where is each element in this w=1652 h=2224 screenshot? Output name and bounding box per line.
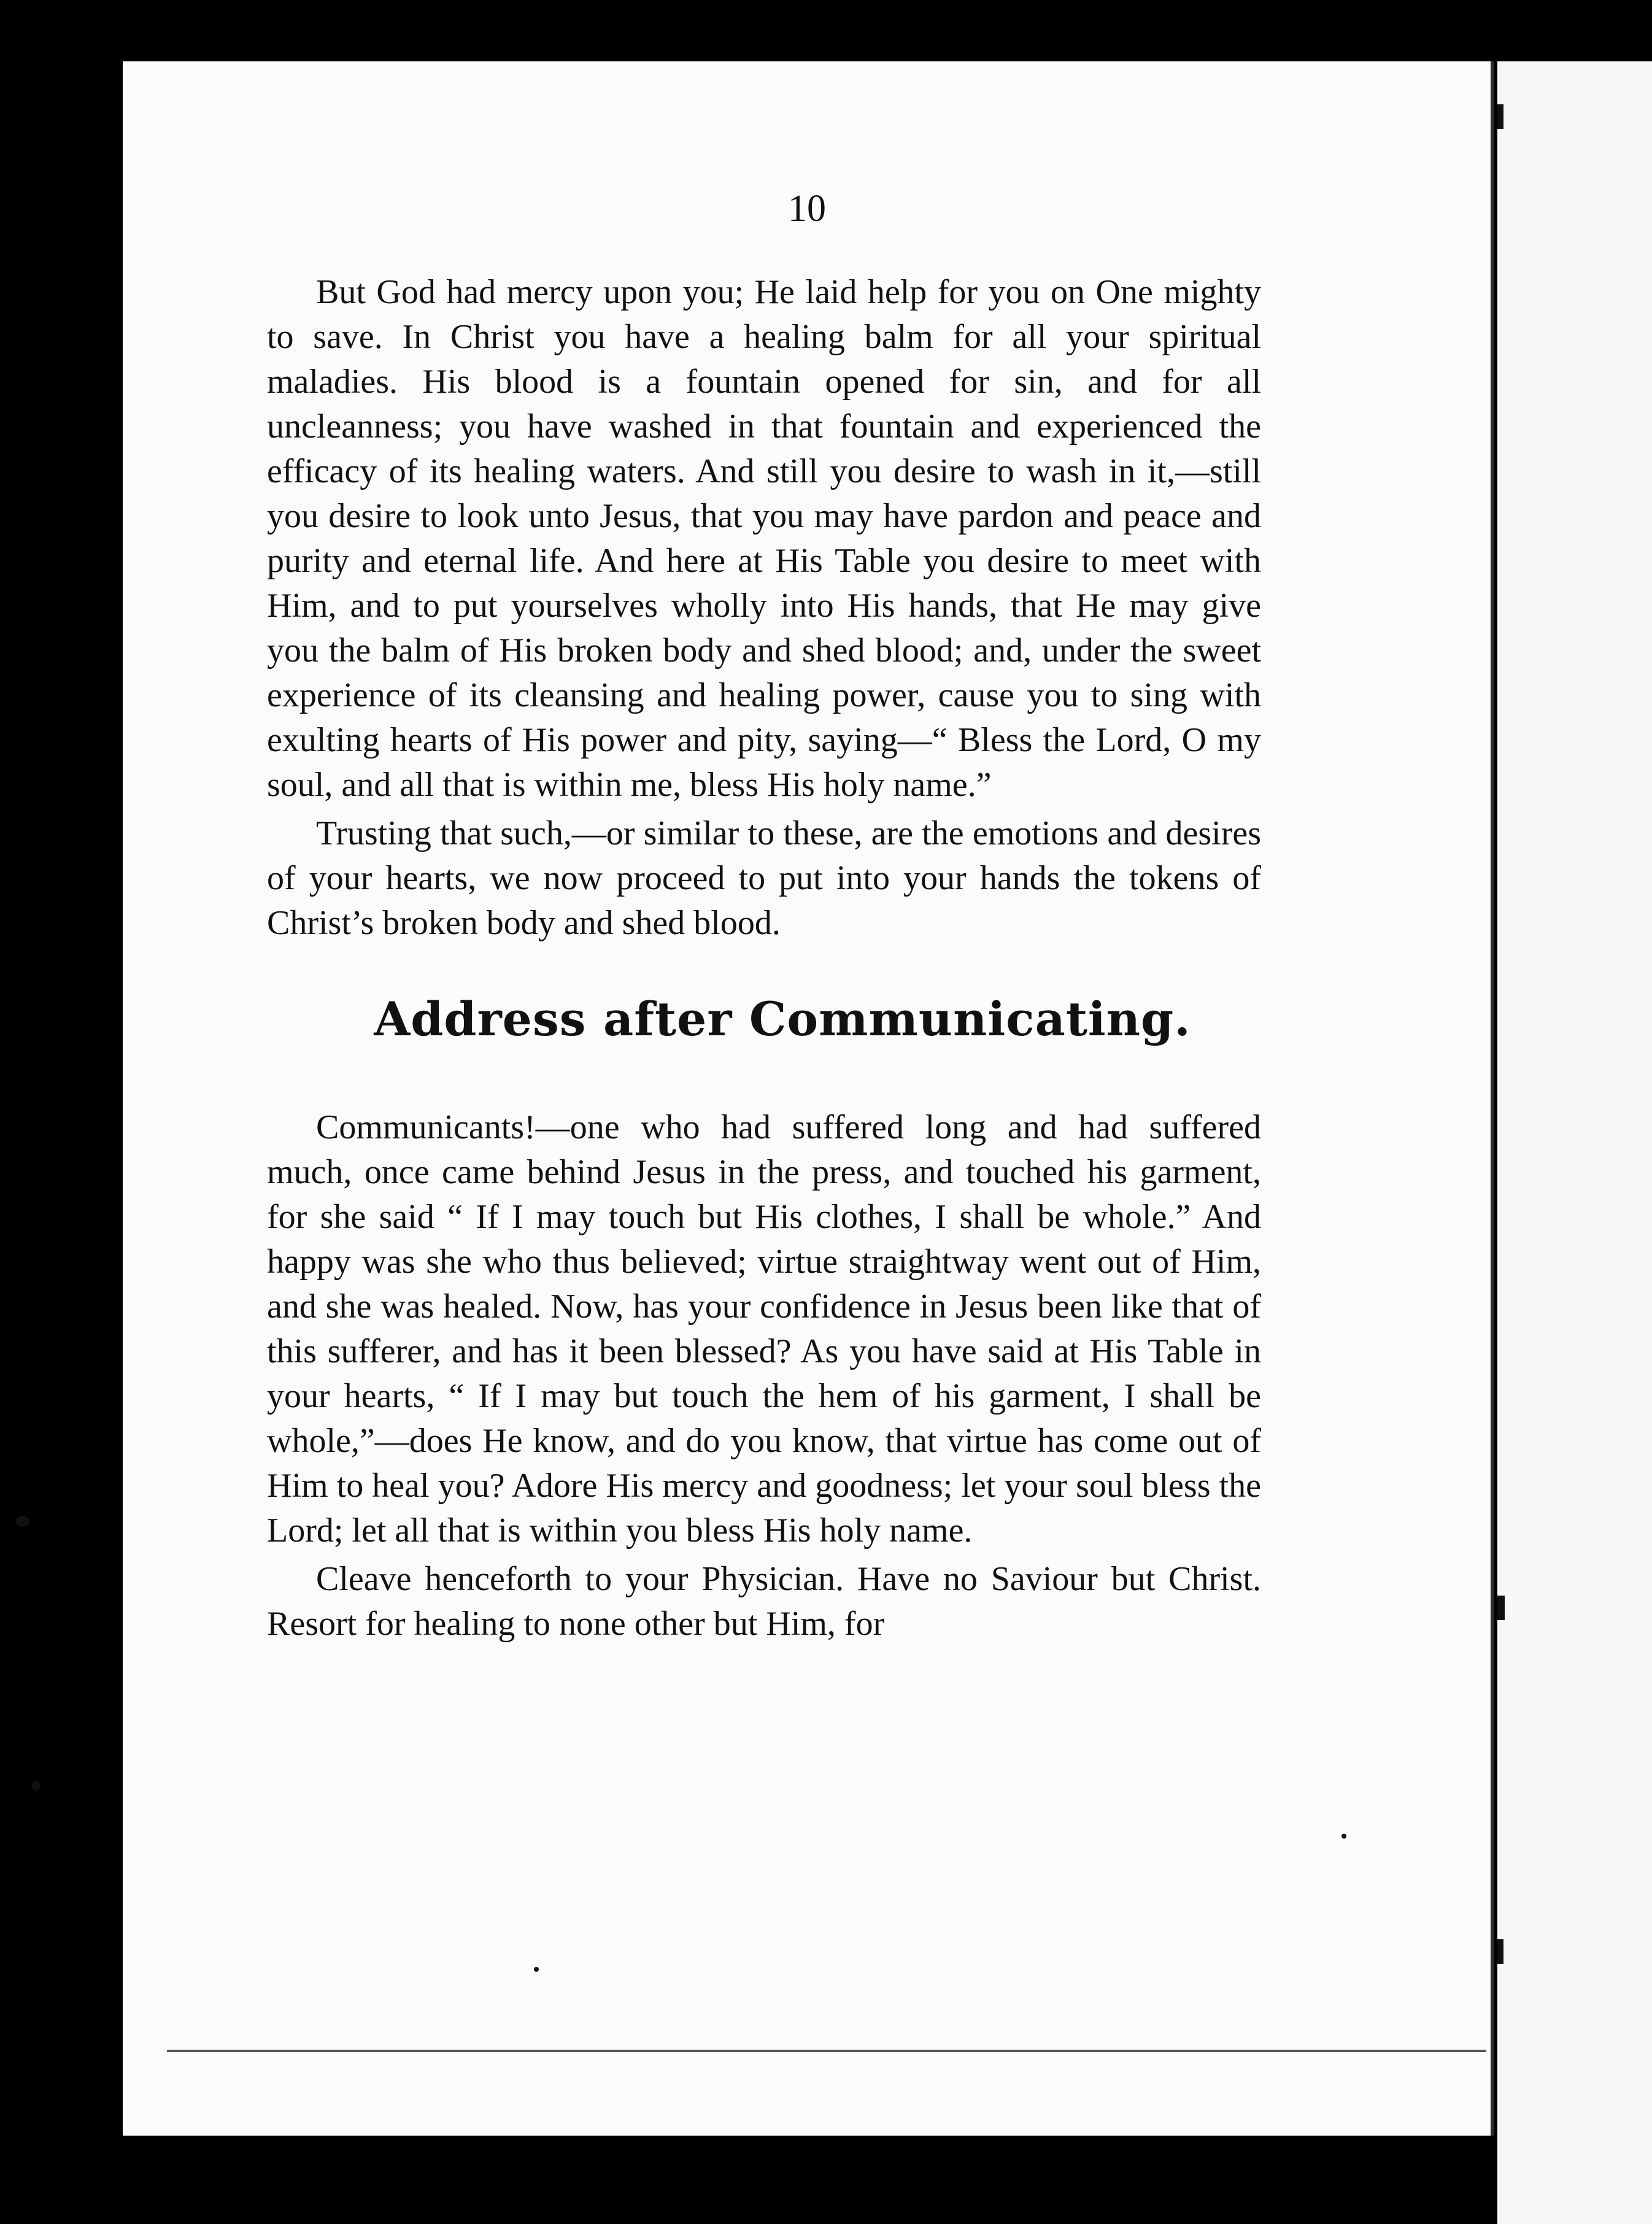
edge-mark [1497,104,1503,129]
margin-speck [32,1781,41,1791]
page-number: 10 [788,188,826,230]
edge-mark [1497,1939,1503,1964]
margin-speck [534,1967,539,1972]
paragraph: Trusting that such,—or similar to these, are the emotions and desires of your hearts, we now proceed to put into your hands the tokens of Christ’s broken body and shed blood. [267,814,1261,942]
page-bottom-rule [167,2050,1486,2052]
section-heading: Address after Communicating. [374,992,1191,1046]
page-text [267,184,1261,1650]
edge-mark [1497,1596,1505,1620]
adjacent-page-edge [1497,61,1652,2224]
paragraph: Communicants!—one who had suffered long and had suffered much, once came behind Jesus in the press, and touched his garment, for she said “ If I may touch but His clothes, I shall be whole.” And happy was she who thus believed; virtue straightway went out of Him, and she was healed. Now, has your confidence in Jesus been like that of this sufferer, and has it been blessed? As you have said at His Table in your hearts, “ If I may but touch the hem of his garment, I shall be whole,”—does He know, and do you know, that virtue has come out of Him to heal you? Adore His mercy and goodness; let your soul bless the Lord; let all that is within you bless His holy name. [267,1108,1261,1550]
paragraph: Cleave henceforth to your Physician. Have no Saviour but Christ. Resort for healing to none other but Him, for [267,1560,1261,1643]
paragraph: But God had mercy upon you; He laid help for you on One mighty to save. In Christ you have a healing balm for all your spiritual maladies. His blood is a fountain opened for sin, and for all uncleanness; you have washed in that fountain and experienced the efficacy of its healing waters. And still you desire to wash in it,—still you desire to look unto Jesus, that you may have pardon and peace and purity and eternal life. And here at His Table you desire to meet with Him, and to put yourselves wholly into His hands, that He may give you the balm of His broken body and shed blood; and, under the sweet experience of its cleansing and healing power, cause you to sing with exulting hearts of His power and pity, saying—“ Bless the Lord, O my soul, and all that is within me, bless His holy name.” [267,273,1261,804]
margin-speck [1341,1834,1346,1839]
margin-speck [16,1516,29,1527]
